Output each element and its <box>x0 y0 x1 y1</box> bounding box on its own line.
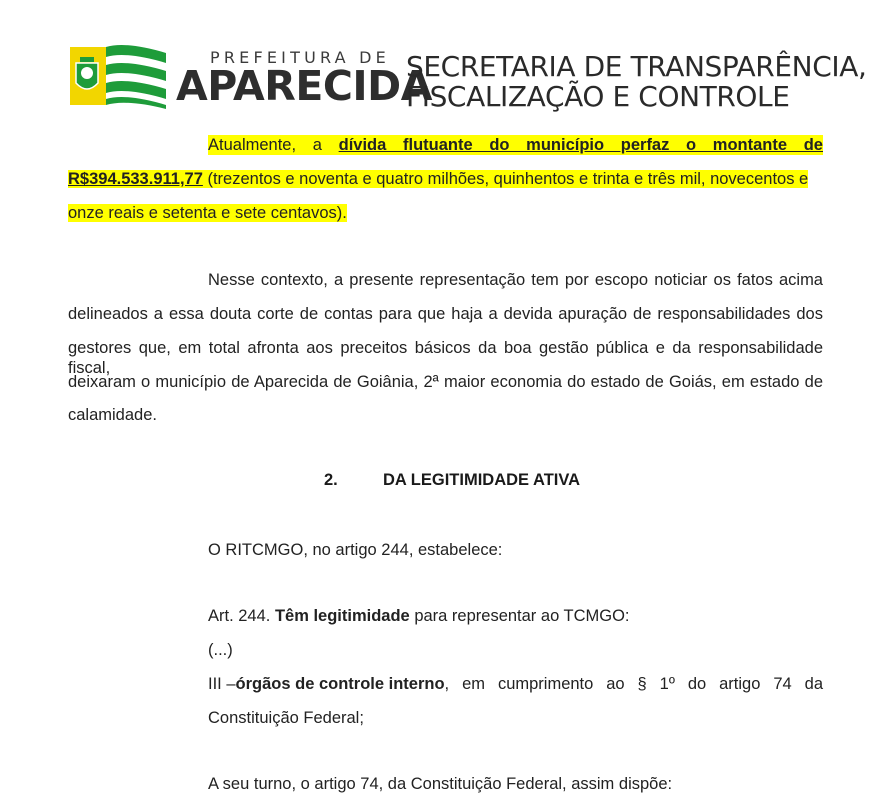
para1-line1-start: Atualmente, <box>208 136 297 154</box>
para2-line2: delineados a essa douta corte de contas para que haja a devida apuração de responsabilidades dos <box>68 305 823 323</box>
quote-bold-legitimidade: Têm legitimidade <box>274 607 410 625</box>
section-title: DA LEGITIMIDADE ATIVA <box>383 471 581 489</box>
aparecida-flag-logo-icon <box>68 43 168 111</box>
quote-article-ref: Art. 244. <box>208 607 275 625</box>
para2-line4: deixaram o município de Aparecida de Goiânia, 2ª maior economia do estado de Goiás, em estado de <box>68 373 823 391</box>
quote-line3 <box>208 674 823 694</box>
para1-line3 <box>68 203 347 223</box>
para1-line1-article: a <box>312 136 322 154</box>
para4-text: A seu turno, o artigo 74, da Constituição Federal, assim dispõe: <box>208 775 673 793</box>
para1-line1-highlight <box>208 135 823 155</box>
para1-line3-text: onze reais e setenta e sete centavos). <box>68 204 347 222</box>
secretaria-title-line1: SECRETARIA DE TRANSPARÊNCIA, <box>406 50 867 83</box>
logo-prefeitura-text: PREFEITURA DE <box>210 48 390 67</box>
debt-amount-written: (trezentos e noventa e quatro milhões, quinhentos e trinta e três mil, novecentos e <box>202 170 809 188</box>
para1-line1-bold: dívida flutuante do município perfaz o montante de <box>338 136 823 154</box>
quote-ellipsis: (...) <box>208 641 233 659</box>
quote-line1-rest: para representar ao TCMGO: <box>409 607 630 625</box>
quote-line1 <box>208 606 630 626</box>
quote-line3-rest: , em cumprimento ao § 1º do artigo 74 da <box>444 675 823 693</box>
debt-amount: R$394.533.911,77 <box>68 170 203 188</box>
para1-line2 <box>68 169 808 189</box>
logo-aparecida-text: APARECIDA <box>176 62 432 110</box>
para2-line5: calamidade. <box>68 406 157 424</box>
quote-item-number: III – <box>208 675 236 693</box>
para2-line3: gestores que, em total afronta aos preceitos básicos da boa gestão pública e da responsabilidade fiscal, <box>68 339 823 377</box>
para2-line1: Nesse contexto, a presente representação tem por escopo noticiar os fatos acima <box>208 271 823 289</box>
para1-line2-highlight <box>68 170 808 188</box>
quote-line4: Constituição Federal; <box>208 709 364 727</box>
para3-text: O RITCMGO, no artigo 244, estabelece: <box>208 541 503 559</box>
section-number: 2. <box>324 471 338 489</box>
document-header <box>0 0 891 120</box>
secretaria-title-line2: FISCALIZAÇÃO E CONTROLE <box>406 80 790 113</box>
para1-line1 <box>208 135 823 155</box>
quote-bold-orgaos: órgãos de controle interno <box>235 675 445 693</box>
